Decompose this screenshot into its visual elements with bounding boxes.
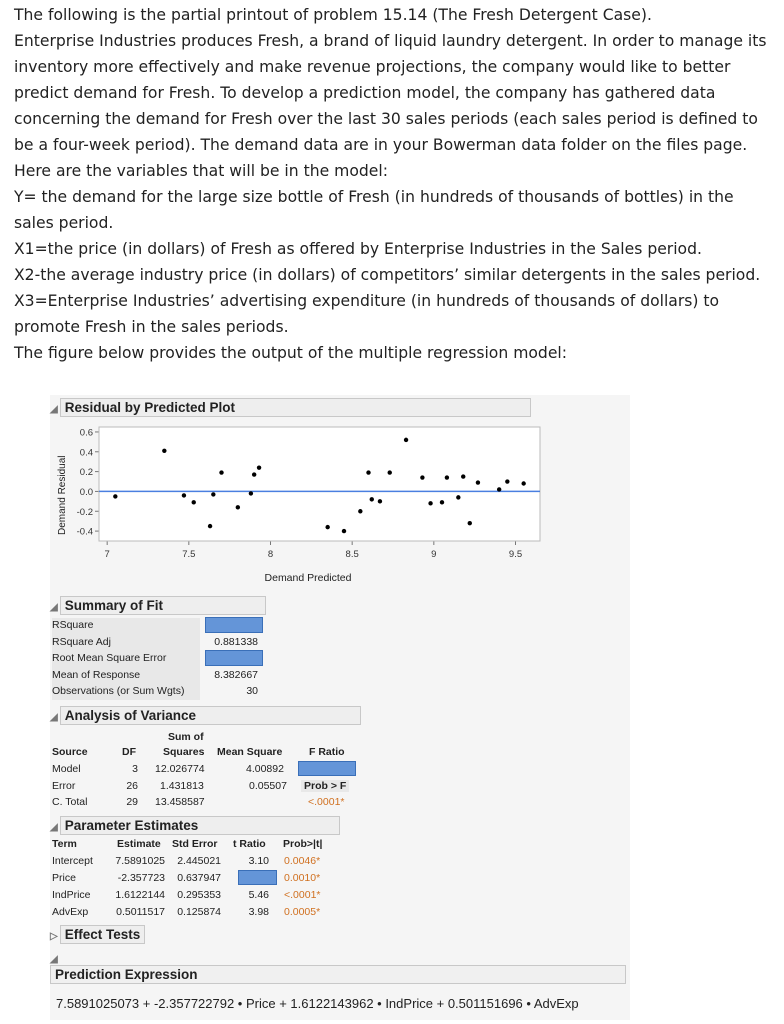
residual-point [252,472,256,476]
variable-y: Y= the demand for the large size bottle of Fresh (in hundreds of thousands of bottles) in the sales period. [14,188,734,232]
y-tick-label: 0.2 [79,467,93,479]
residual-point [113,494,117,498]
f-ratio-blank[interactable] [298,761,356,776]
param-term-cell: IndPrice [52,889,91,901]
residual-point [342,529,346,533]
param-header-term: Term [52,838,77,850]
jmp-output-panel [50,395,630,1020]
residual-point [440,500,444,504]
residual-point [358,509,362,513]
param-est-cell: 7.5891025 [115,855,165,867]
summary-value: 8.382667 [214,669,258,681]
residual-point [219,470,223,474]
residual-point [378,499,382,503]
param-se-cell: 2.445021 [177,855,221,867]
disclosure-open-icon[interactable]: ◢ [50,822,58,833]
variable-x3: X3=Enterprise Industries’ advertising expenditure (in hundreds of thousands of dollars) to promote Fresh in the sales periods. [14,292,720,336]
param-t-cell: 5.46 [248,889,269,901]
parameter-estimates-header[interactable] [50,816,340,835]
anova-ss-error: 1.431813 [160,780,204,792]
residual-point [366,470,370,474]
x-tick-label: 7 [104,549,110,560]
disclosure-closed-icon[interactable]: ▷ [50,931,58,942]
x-ticks [105,541,523,560]
summary-value: 30 [246,685,258,697]
y-ticks [77,427,99,537]
residual-plot-header[interactable] [50,398,531,417]
anova-source-total: C. Total [52,796,88,808]
anova-ms-error: 0.05507 [249,780,287,792]
parameter-estimates-title: Parameter Estimates [60,816,340,835]
anova-df-model: 3 [132,763,138,775]
anova-source-model: Model [52,763,81,775]
x-tick-label: 9.5 [508,549,523,560]
residual-point [182,493,186,497]
x-tick-label: 8.5 [345,549,359,560]
param-term-cell: Intercept [52,855,93,867]
problem-text [14,2,778,366]
residual-point [325,525,329,529]
anova-header-probf: Prob > F [301,780,349,792]
y-axis-label: Demand Residual [57,455,68,535]
residual-point [521,481,525,485]
anova-header[interactable] [50,706,361,725]
prediction-expression-header[interactable] [50,950,630,984]
param-p-cell: 0.0010* [284,872,321,884]
residual-point [476,480,480,484]
param-header-stderror: Std Error [172,838,218,850]
anova-df-error: 26 [126,780,138,792]
summary-label: Observations (or Sum Wgts) [52,685,185,697]
param-t-cell: 3.10 [248,855,269,867]
plot-frame [99,427,540,541]
param-term-cell: AdvExp [52,906,89,918]
residual-point [211,492,215,496]
anova-title: Analysis of Variance [60,706,361,725]
param-header-tratio: t Ratio [233,838,266,850]
prediction-expression: 7.5891025073 + -2.357722792 • Price + 1.6122143962 • IndPrice + 0.501151696 • AdvExp [56,996,579,1011]
param-p-cell: 0.0005* [284,906,321,918]
residual-point [192,500,196,504]
residual-point [236,505,240,509]
anova-header-fratio: F Ratio [309,746,345,758]
residual-point [162,449,166,453]
summary-label: Mean of Response [52,669,141,681]
residual-point [370,497,374,501]
disclosure-open-icon[interactable]: ◢ [50,954,58,965]
anova-ms-model: 4.00892 [246,763,284,775]
param-term-cell: Price [52,872,76,884]
anova-ss-model: 12.026774 [155,763,205,775]
param-header-estimate: Estimate [117,838,161,850]
y-tick-label: 0.4 [79,447,93,459]
summary-label: RSquare Adj [52,636,111,648]
param-p-cell: 0.0046* [284,855,321,867]
anova-probf-value: <.0001* [308,796,345,808]
residual-point [445,475,449,479]
residual-point [505,479,509,483]
param-se-cell: 0.295353 [177,889,221,901]
x-axis-label: Demand Predicted [264,572,352,584]
param-header-prob: Prob>|t| [283,838,323,850]
residual-point [497,487,501,491]
x-tick-label: 8 [267,549,274,560]
param-est-cell: -2.357723 [117,872,165,884]
variable-x1: X1=the price (in dollars) of Fresh as offered by Enterprise Industries in the Sales period. [14,240,702,258]
param-p-cell: <.0001* [284,889,321,901]
param-se-cell: 0.125874 [177,906,221,918]
effect-tests-title: Effect Tests [60,925,146,944]
summary-label: Root Mean Square Error [52,652,167,664]
disclosure-open-icon[interactable]: ◢ [50,404,58,415]
summary-value: 0.881338 [214,636,258,648]
residual-point [404,438,408,442]
residual-point [257,465,261,469]
variable-x2: X2-the average industry price (in dollars) of competitors’ similar detergents in the sales period. [14,266,761,284]
disclosure-open-icon[interactable]: ◢ [50,602,58,613]
anova-header-squares: Squares [163,746,205,758]
residual-point [208,524,212,528]
y-tick-label: -0.4 [76,526,93,538]
param-est-cell: 1.6122144 [115,889,165,901]
anova-header-source: Source [52,746,88,758]
residual-plot-title: Residual by Predicted Plot [60,398,531,417]
residual-point [249,491,253,495]
intro-line-1: The following is the partial printout of problem 15.14 (The Fresh Detergent Case). [14,6,652,24]
residual-point [388,470,392,474]
residual-point [461,474,465,478]
param-se-cell: 0.637947 [177,872,221,884]
anova-header-df: DF [122,746,136,758]
effect-tests-header[interactable] [50,925,145,944]
residual-point [468,521,472,525]
param-t-cell: 3.98 [248,906,269,918]
x-tick-label: 7.5 [182,549,196,560]
rsquare-blank[interactable] [205,617,263,633]
rmse-blank[interactable] [205,650,263,666]
anova-ss-total: 13.458587 [155,796,205,808]
param-est-cell: 0.5011517 [116,906,165,918]
y-tick-label: 0.0 [79,486,93,498]
anova-df-total: 29 [126,796,138,808]
anova-source-error: Error [52,780,76,792]
residual-plot [50,420,610,590]
summary-of-fit-title: Summary of Fit [60,596,266,615]
price-t-ratio-blank[interactable] [238,870,277,885]
residual-point [428,501,432,505]
residual-point [456,495,460,499]
figure-caption: The figure below provides the output of the multiple regression model: [14,344,567,362]
intro-paragraph: Enterprise Industries produces Fresh, a brand of liquid laundry detergent. In order to manage its inventory more effectively and make revenue projections, the company would like to better predict demand for Fresh. To develop a prediction model, the company has gathered data concerning the demand for Fresh over the last 30 sales periods (each sales period is defined to be a four-week period). The demand data are in your Bowerman data folder on the files page. Here are the variables that will be in the model: [14,32,767,180]
prediction-expression-title: Prediction Expression [50,965,626,984]
residual-point [420,475,424,479]
summary-label: RSquare [52,619,94,631]
disclosure-open-icon[interactable]: ◢ [50,712,58,723]
y-tick-label: 0.6 [79,427,93,439]
anova-header-sumof: Sum of [168,731,204,743]
y-tick-label: -0.2 [76,506,93,518]
summary-of-fit-header[interactable] [50,596,266,615]
anova-header-meansquare: Mean Square [217,746,283,758]
x-tick-label: 9 [431,549,437,560]
